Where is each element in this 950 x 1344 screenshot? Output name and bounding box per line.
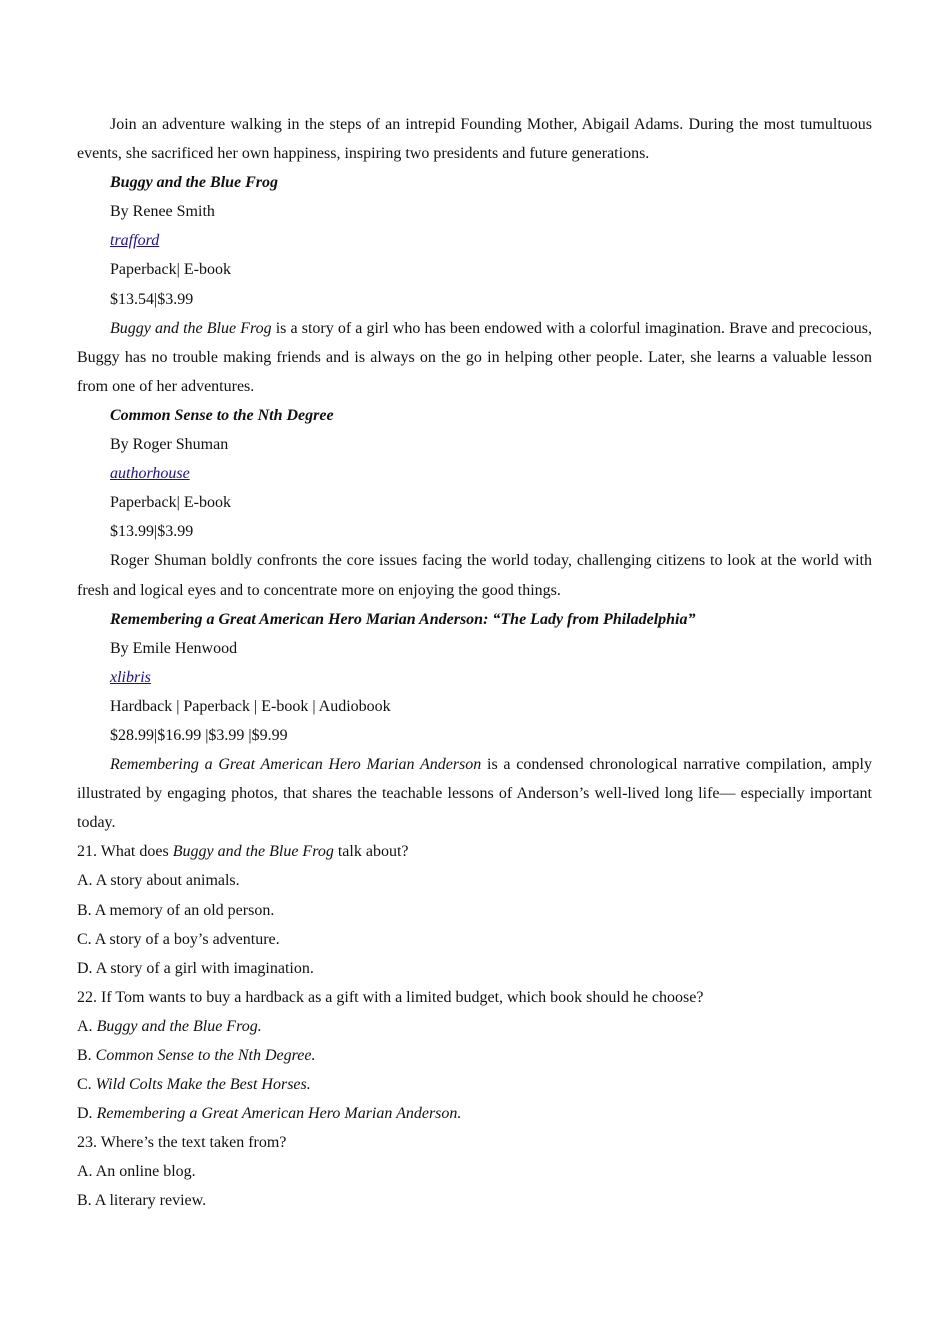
option-text: Remembering a Great American Hero Marian Anderson.	[96, 1105, 462, 1123]
book-description: Roger Shuman boldly confronts the core issues facing the world today, challenging citizens to look at the world with fresh and logical eyes and to concentrate more on enjoying the good things.	[77, 552, 872, 599]
option-letter: B.	[77, 1047, 96, 1064]
book-formats: Paperback| E-book	[110, 261, 231, 279]
book-prices: $13.99|$3.99	[110, 523, 194, 541]
answer-option: B. A memory of an old person.	[77, 901, 275, 919]
answer-option: D. A story of a girl with imagination.	[77, 959, 314, 977]
option-letter: D.	[77, 1105, 97, 1123]
book-author: By Emile Henwood	[110, 639, 238, 657]
document-page	[77, 110, 872, 1216]
option-text: Common Sense to the Nth Degree.	[95, 1047, 316, 1064]
book-description-title: Buggy and the Blue Frog	[110, 319, 272, 337]
answer-option	[77, 1070, 872, 1099]
answer-option	[77, 1012, 872, 1041]
book-description-text: is a condensed chronological narrative compilation, amply illustrated by engaging photos, that shares the teachable lessons of Anderson’s well-lived long life— especially important today.	[77, 756, 873, 832]
option-letter: C.	[77, 1076, 96, 1094]
question-text: 21. What does	[77, 843, 173, 861]
option-text: Buggy and the Blue Frog.	[96, 1017, 262, 1035]
answer-option: B. A literary review.	[77, 1192, 207, 1210]
book-author: By Renee Smith	[110, 203, 215, 221]
book-prices: $28.99|$16.99 |$3.99 |$9.99	[110, 726, 288, 744]
answer-option: A. A story about animals.	[77, 872, 240, 890]
publisher-link[interactable]: authorhouse	[110, 465, 190, 483]
book-title: Buggy and the Blue Frog	[110, 174, 279, 192]
question-22: 22. If Tom wants to buy a hardback as a gift with a limited budget, which book should he choose?	[77, 988, 704, 1006]
book-prices: $13.54|$3.99	[110, 290, 194, 308]
intro-paragraph: Join an adventure walking in the steps of an intrepid Founding Mother, Abigail Adams. During the most tumultuous events, she sacrificed her own happiness, inspiring two presidents and future generations.	[77, 116, 872, 163]
book-title: Remembering a Great American Hero Marian Anderson: “The Lady from Philadelphia”	[110, 610, 696, 628]
question-21	[77, 837, 872, 866]
option-letter: A.	[77, 1017, 97, 1035]
question-text: talk about?	[333, 843, 409, 861]
question-book-title: Buggy and the Blue Frog	[172, 843, 334, 861]
publisher-link[interactable]: xlibris	[110, 668, 151, 686]
option-text: Wild Colts Make the Best Horses.	[95, 1076, 311, 1094]
publisher-link[interactable]: trafford	[110, 232, 160, 250]
answer-option: C. A story of a boy’s adventure.	[77, 930, 280, 948]
book-description	[77, 750, 872, 837]
book-description	[77, 314, 872, 401]
question-23: 23. Where’s the text taken from?	[77, 1134, 287, 1152]
book-description-text: is a story of a girl who has been endowed with a colorful imagination. Brave and precocious, Buggy has no trouble making friends and is always on the go in helping other people. Later, she learns a valuable lesson from one of her adventures.	[77, 319, 873, 395]
book-author: By Roger Shuman	[110, 436, 229, 454]
answer-option: A. An online blog.	[77, 1163, 196, 1181]
book-formats: Hardback | Paperback | E-book | Audiobook	[110, 697, 391, 715]
answer-option	[77, 1099, 872, 1128]
book-formats: Paperback| E-book	[110, 494, 231, 512]
book-title: Common Sense to the Nth Degree	[110, 406, 334, 424]
answer-option	[77, 1041, 872, 1070]
book-description-title: Remembering a Great American Hero Marian Anderson	[110, 756, 482, 774]
